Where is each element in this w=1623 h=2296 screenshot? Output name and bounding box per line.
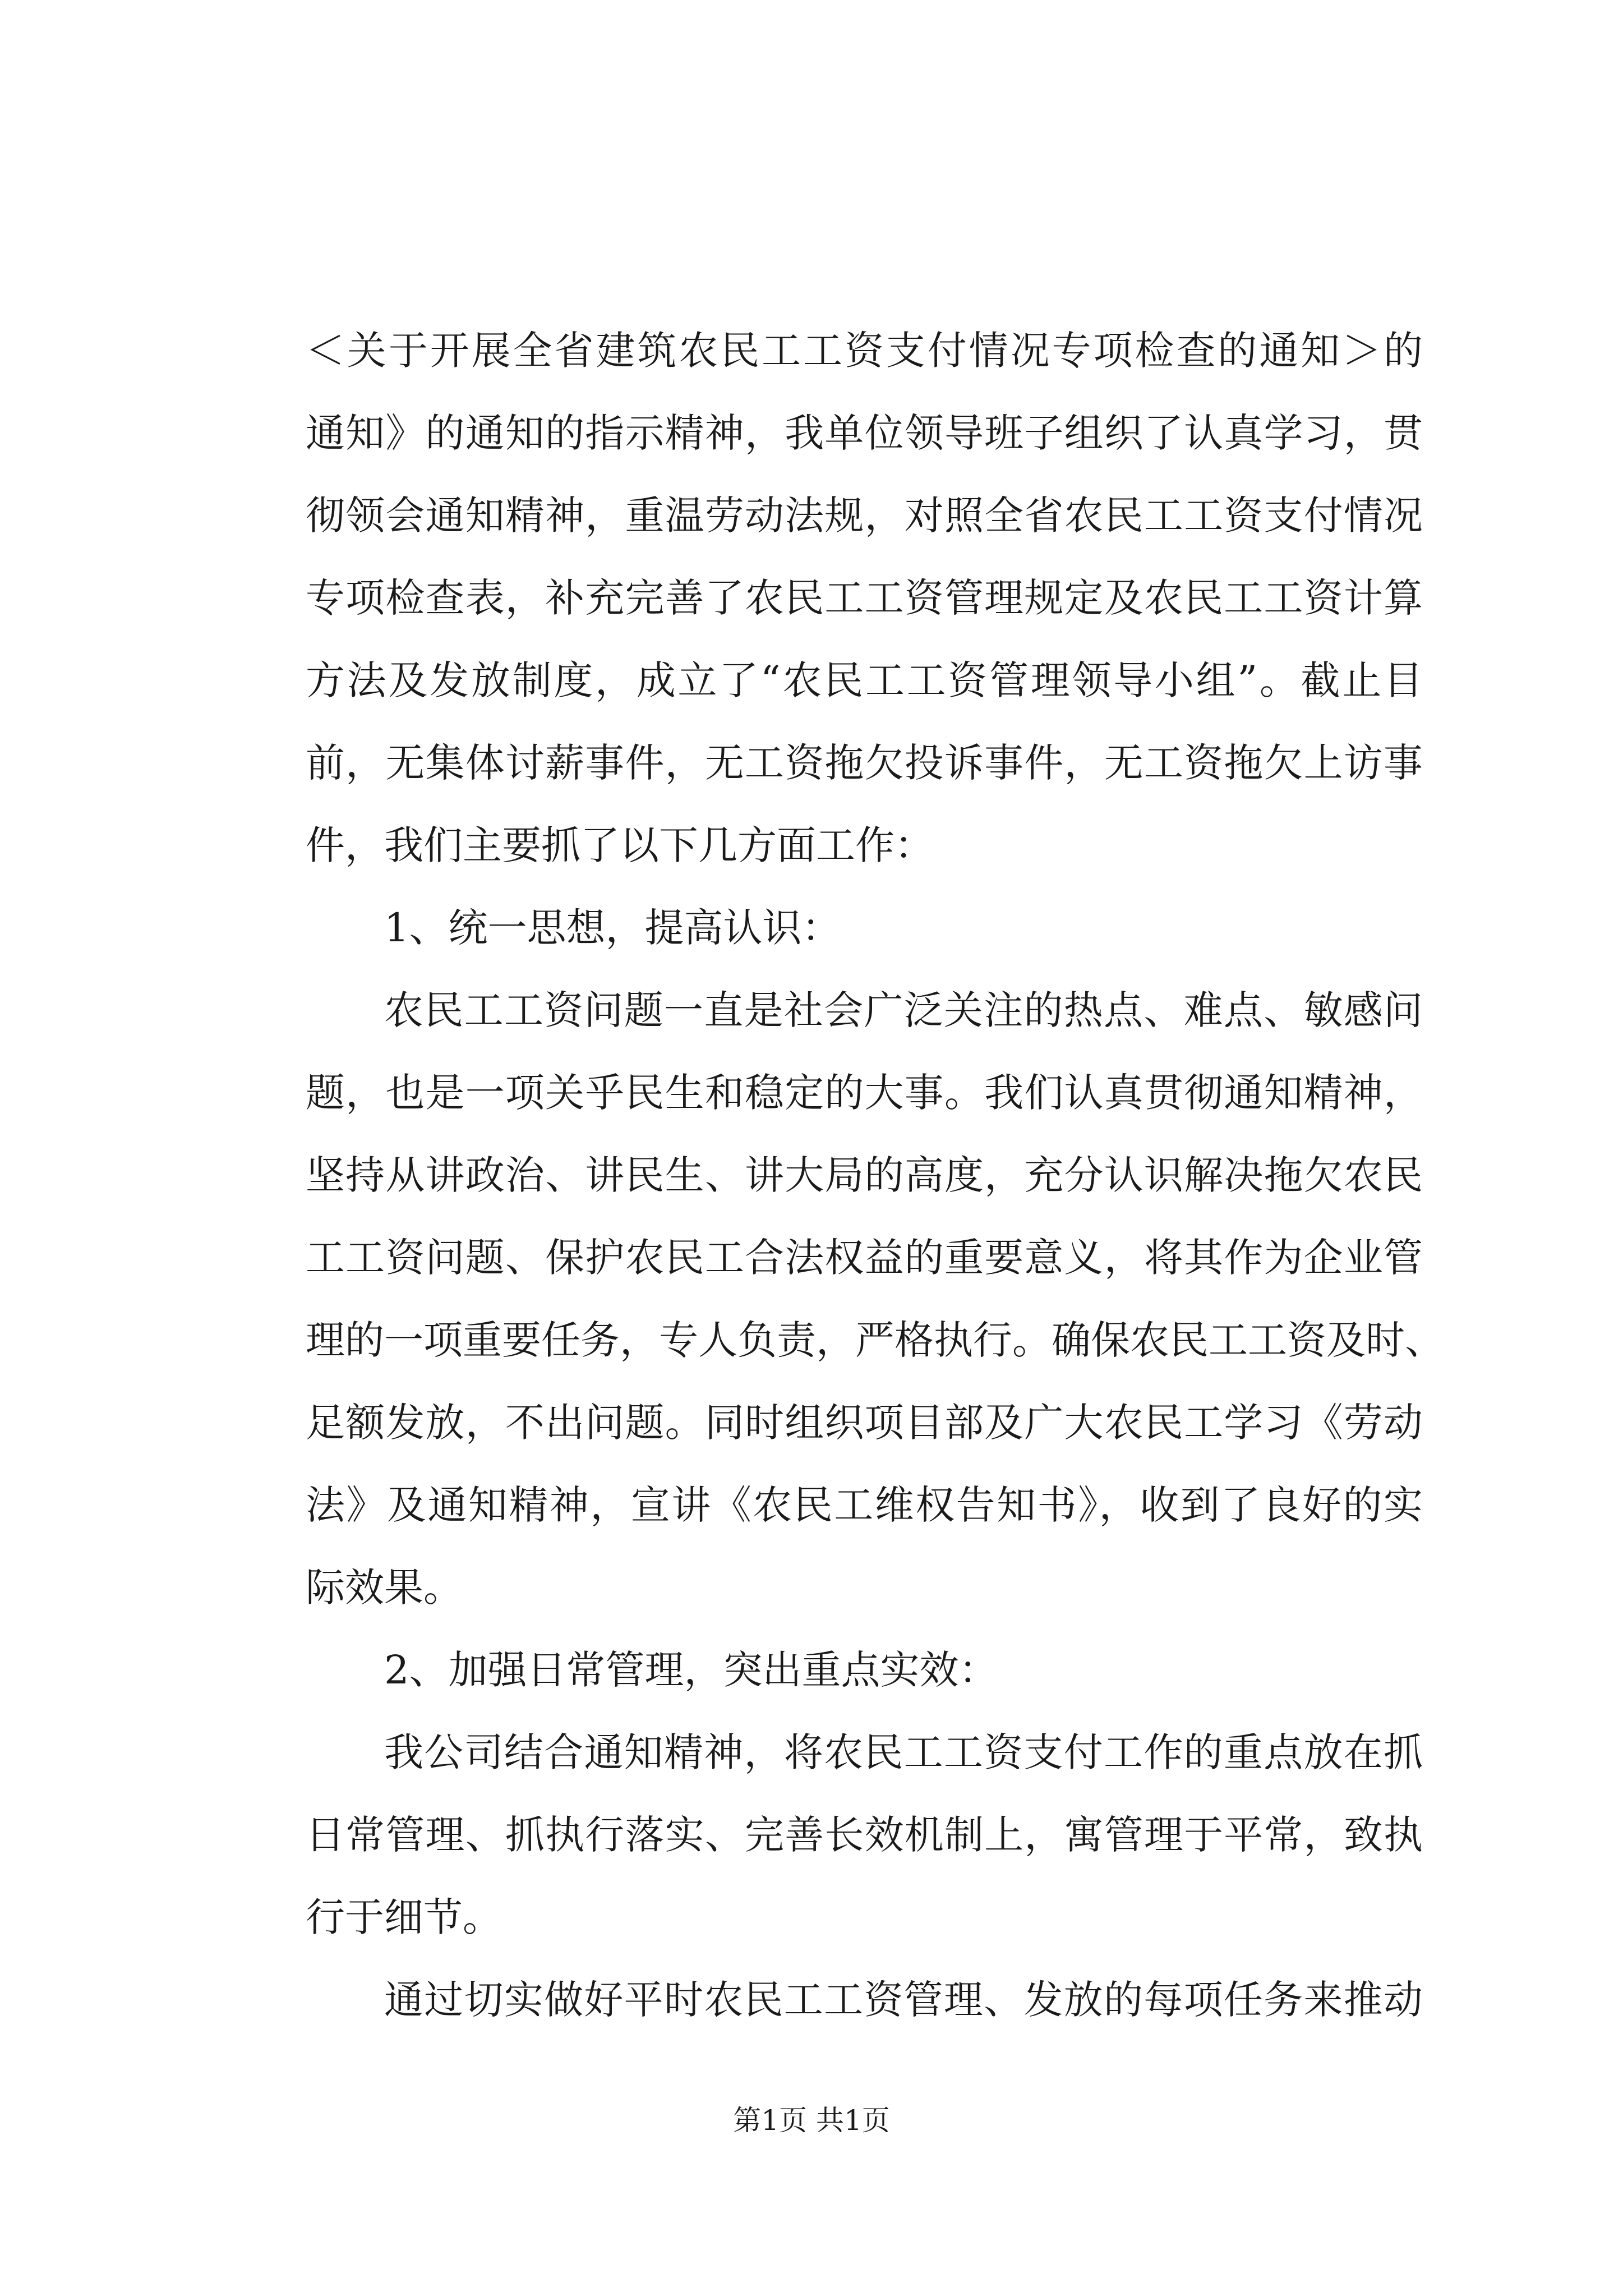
- paragraph: [306, 969, 1444, 1629]
- text-line: 工工资问题、保护农民工合法权益的重要意义，将其作为企业管: [306, 1235, 1423, 1281]
- text-line: 足额发放，不出问题。同时组织项目部及广大农民工学习《劳动: [306, 1400, 1423, 1446]
- text-line: 通知》的通知的指示精神，我单位领导班子组织了认真学习，贯: [306, 410, 1423, 456]
- text-line: 理的一项重要任务，专人负责，严格执行。确保农民工工资及时、: [306, 1317, 1444, 1363]
- text-line: 农民工工资问题一直是社会广泛关注的热点、难点、敏感问: [384, 987, 1423, 1033]
- text-line: ＜关于开展全省建筑农民工工资支付情况专项检查的通知＞的: [306, 328, 1423, 374]
- text-line: 件，我们主要抓了以下几方面工作：: [306, 822, 934, 868]
- text-line: 专项检查表，补充完善了农民工工资管理规定及农民工工资计算: [306, 575, 1423, 621]
- text-line: 我公司结合通知精神，将农民工工资支付工作的重点放在抓: [384, 1729, 1423, 1775]
- text-line: 日常管理、抓执行落实、完善长效机制上，寓管理于平常，致执: [306, 1812, 1423, 1858]
- paragraph: [306, 887, 1423, 969]
- page-footer: [0, 2098, 1623, 2143]
- page-number-label: 第1页 共1页: [733, 2104, 890, 2137]
- text-line: 方法及发放制度，成立了“农民工工资管理领导小组”。截止目: [306, 657, 1423, 703]
- text-line: 前，无集体讨薪事件，无工资拖欠投诉事件，无工资拖欠上访事: [306, 740, 1423, 786]
- text-line: 题，也是一项关乎民生和稳定的大事。我们认真贯彻通知精神，: [306, 1070, 1423, 1116]
- text-line: 2、加强日常管理，突出重点实效：: [384, 1647, 998, 1693]
- text-line: 际效果。: [306, 1565, 463, 1611]
- paragraph: [306, 1959, 1423, 2041]
- paragraph: [306, 1711, 1423, 1959]
- text-line: 行于细节。: [306, 1894, 502, 1940]
- text-line: 法》及通知精神，宣讲《农民工维权告知书》，收到了良好的实: [306, 1482, 1423, 1528]
- text-line: 通过切实做好平时农民工工资管理、发放的每项任务来推动: [384, 1977, 1423, 2023]
- document-body: [306, 310, 1444, 2041]
- text-line: 坚持从讲政治、讲民生、讲大局的高度，充分认识解决拖欠农民: [306, 1152, 1423, 1198]
- text-line: 1、统一思想，提高认识：: [384, 905, 841, 951]
- paragraph: [306, 310, 1423, 887]
- paragraph: [306, 1629, 1423, 1711]
- text-line: 彻领会通知精神，重温劳动法规，对照全省农民工工资支付情况: [306, 493, 1423, 539]
